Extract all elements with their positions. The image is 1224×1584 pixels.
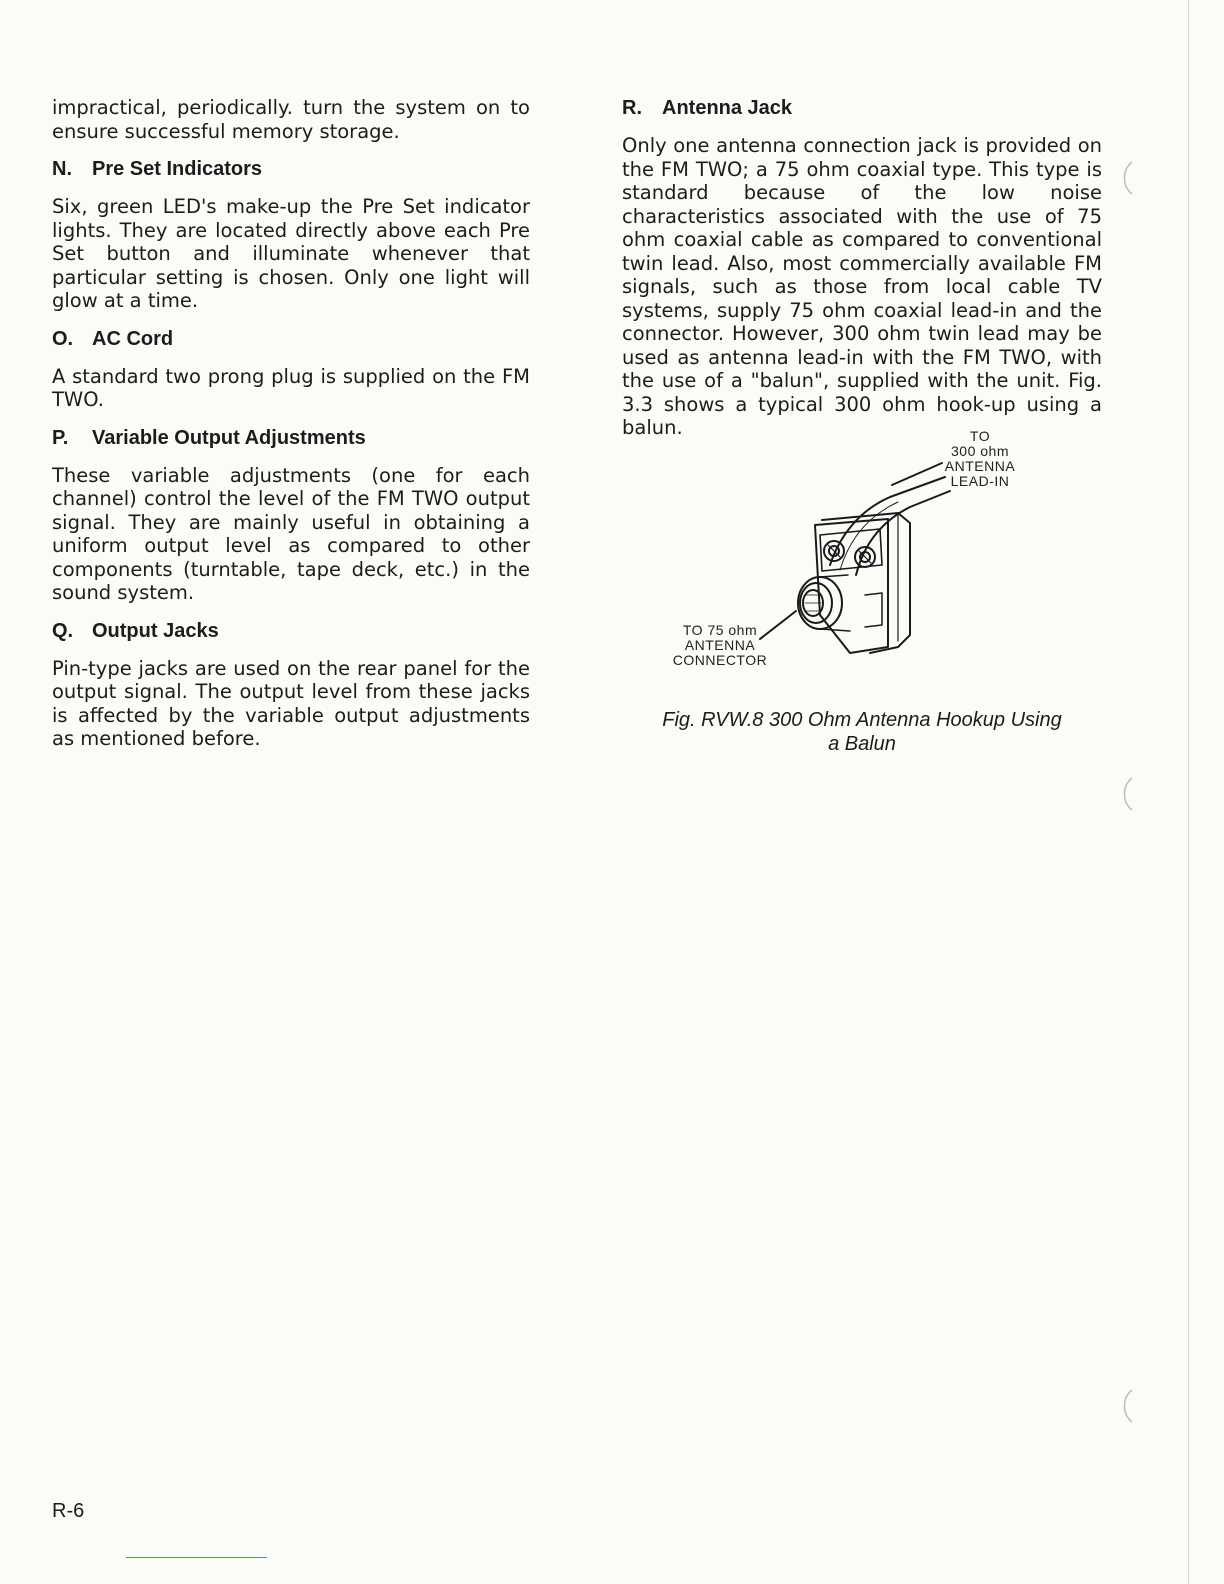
section-text-q: Pin-type jacks are used on the rear panel for the output signal. The output level from these jacks is affected by the variable output adjustments as mentioned before. [52, 656, 530, 750]
section-title: Antenna Jack [662, 97, 793, 119]
section-heading-r [622, 96, 1102, 120]
balun-figure [660, 425, 1080, 695]
intro-paragraph: impractical, periodically. turn the system on to ensure successful memory storage. [52, 96, 530, 143]
caption-line-2: a Balun [828, 733, 896, 755]
binder-ring-mark [1118, 1388, 1136, 1424]
label-antenna-top: ANTENNA [944, 458, 1016, 474]
label-antenna-bottom: ANTENNA [684, 637, 756, 653]
section-letter: P. [52, 426, 69, 449]
label-lead-in: LEAD-IN [950, 473, 1010, 489]
section-letter: N. [52, 158, 72, 180]
label-300-ohm: 300 ohm [951, 443, 1009, 459]
label-to: TO [969, 428, 991, 444]
section-title: Pre Set Indicators [92, 158, 263, 180]
page-number: R-6 [52, 1500, 85, 1522]
section-letter: O. [52, 327, 74, 350]
section-heading-o [52, 327, 530, 351]
section-heading-p [52, 426, 530, 450]
section-title: Variable Output Adjustments [92, 426, 366, 449]
figure-caption [622, 708, 1102, 756]
section-text-o: A standard two prong plug is supplied on the FM TWO. [52, 364, 530, 411]
binder-ring-mark [1118, 160, 1136, 196]
section-letter: Q. [52, 619, 74, 642]
right-column [622, 96, 1102, 454]
label-connector: CONNECTOR [672, 652, 768, 668]
section-letter: R. [622, 97, 642, 119]
binder-ring-mark [1118, 776, 1136, 812]
section-text-p: These variable adjustments (one for each channel) control the level of the FM TWO output signal. They are mainly useful in obtaining a uniform output level as compared to other components (turntable, tape deck, etc.) in the sound system. [52, 463, 530, 604]
section-heading-q [52, 619, 530, 643]
section-title: Output Jacks [92, 619, 219, 642]
left-column [52, 96, 530, 765]
section-text-r: Only one antenna connection jack is provided on the FM TWO; a 75 ohm coaxial type. This type is standard because of the low noise characteristics associated with the use of 75 ohm coaxial cable as compared to conventional twin lead. Also, most commercially available FM signals, such as those from local cable TV systems, supply 75 ohm coaxial lead-in and the connector. However, 300 ohm twin lead may be used as antenna lead-in with the FM TWO, with the use of a "balun", supplied with the unit. Fig. 3.3 shows a typical 300 ohm hook-up using a balun. [622, 134, 1102, 439]
section-title: AC Cord [92, 327, 174, 350]
page-edge [1188, 0, 1189, 1584]
section-text-n: Six, green LED's make-up the Pre Set indicator lights. They are located directly above each Pre Set button and illuminate whenever that particular setting is chosen. Only one light will glow at a time. [52, 195, 530, 312]
section-heading-n [52, 157, 530, 181]
label-to-75-ohm: TO 75 ohm [682, 622, 758, 638]
caption-line-1: Fig. RVW.8 300 Ohm Antenna Hookup Using [662, 709, 1062, 731]
bottom-rule [126, 1557, 267, 1558]
